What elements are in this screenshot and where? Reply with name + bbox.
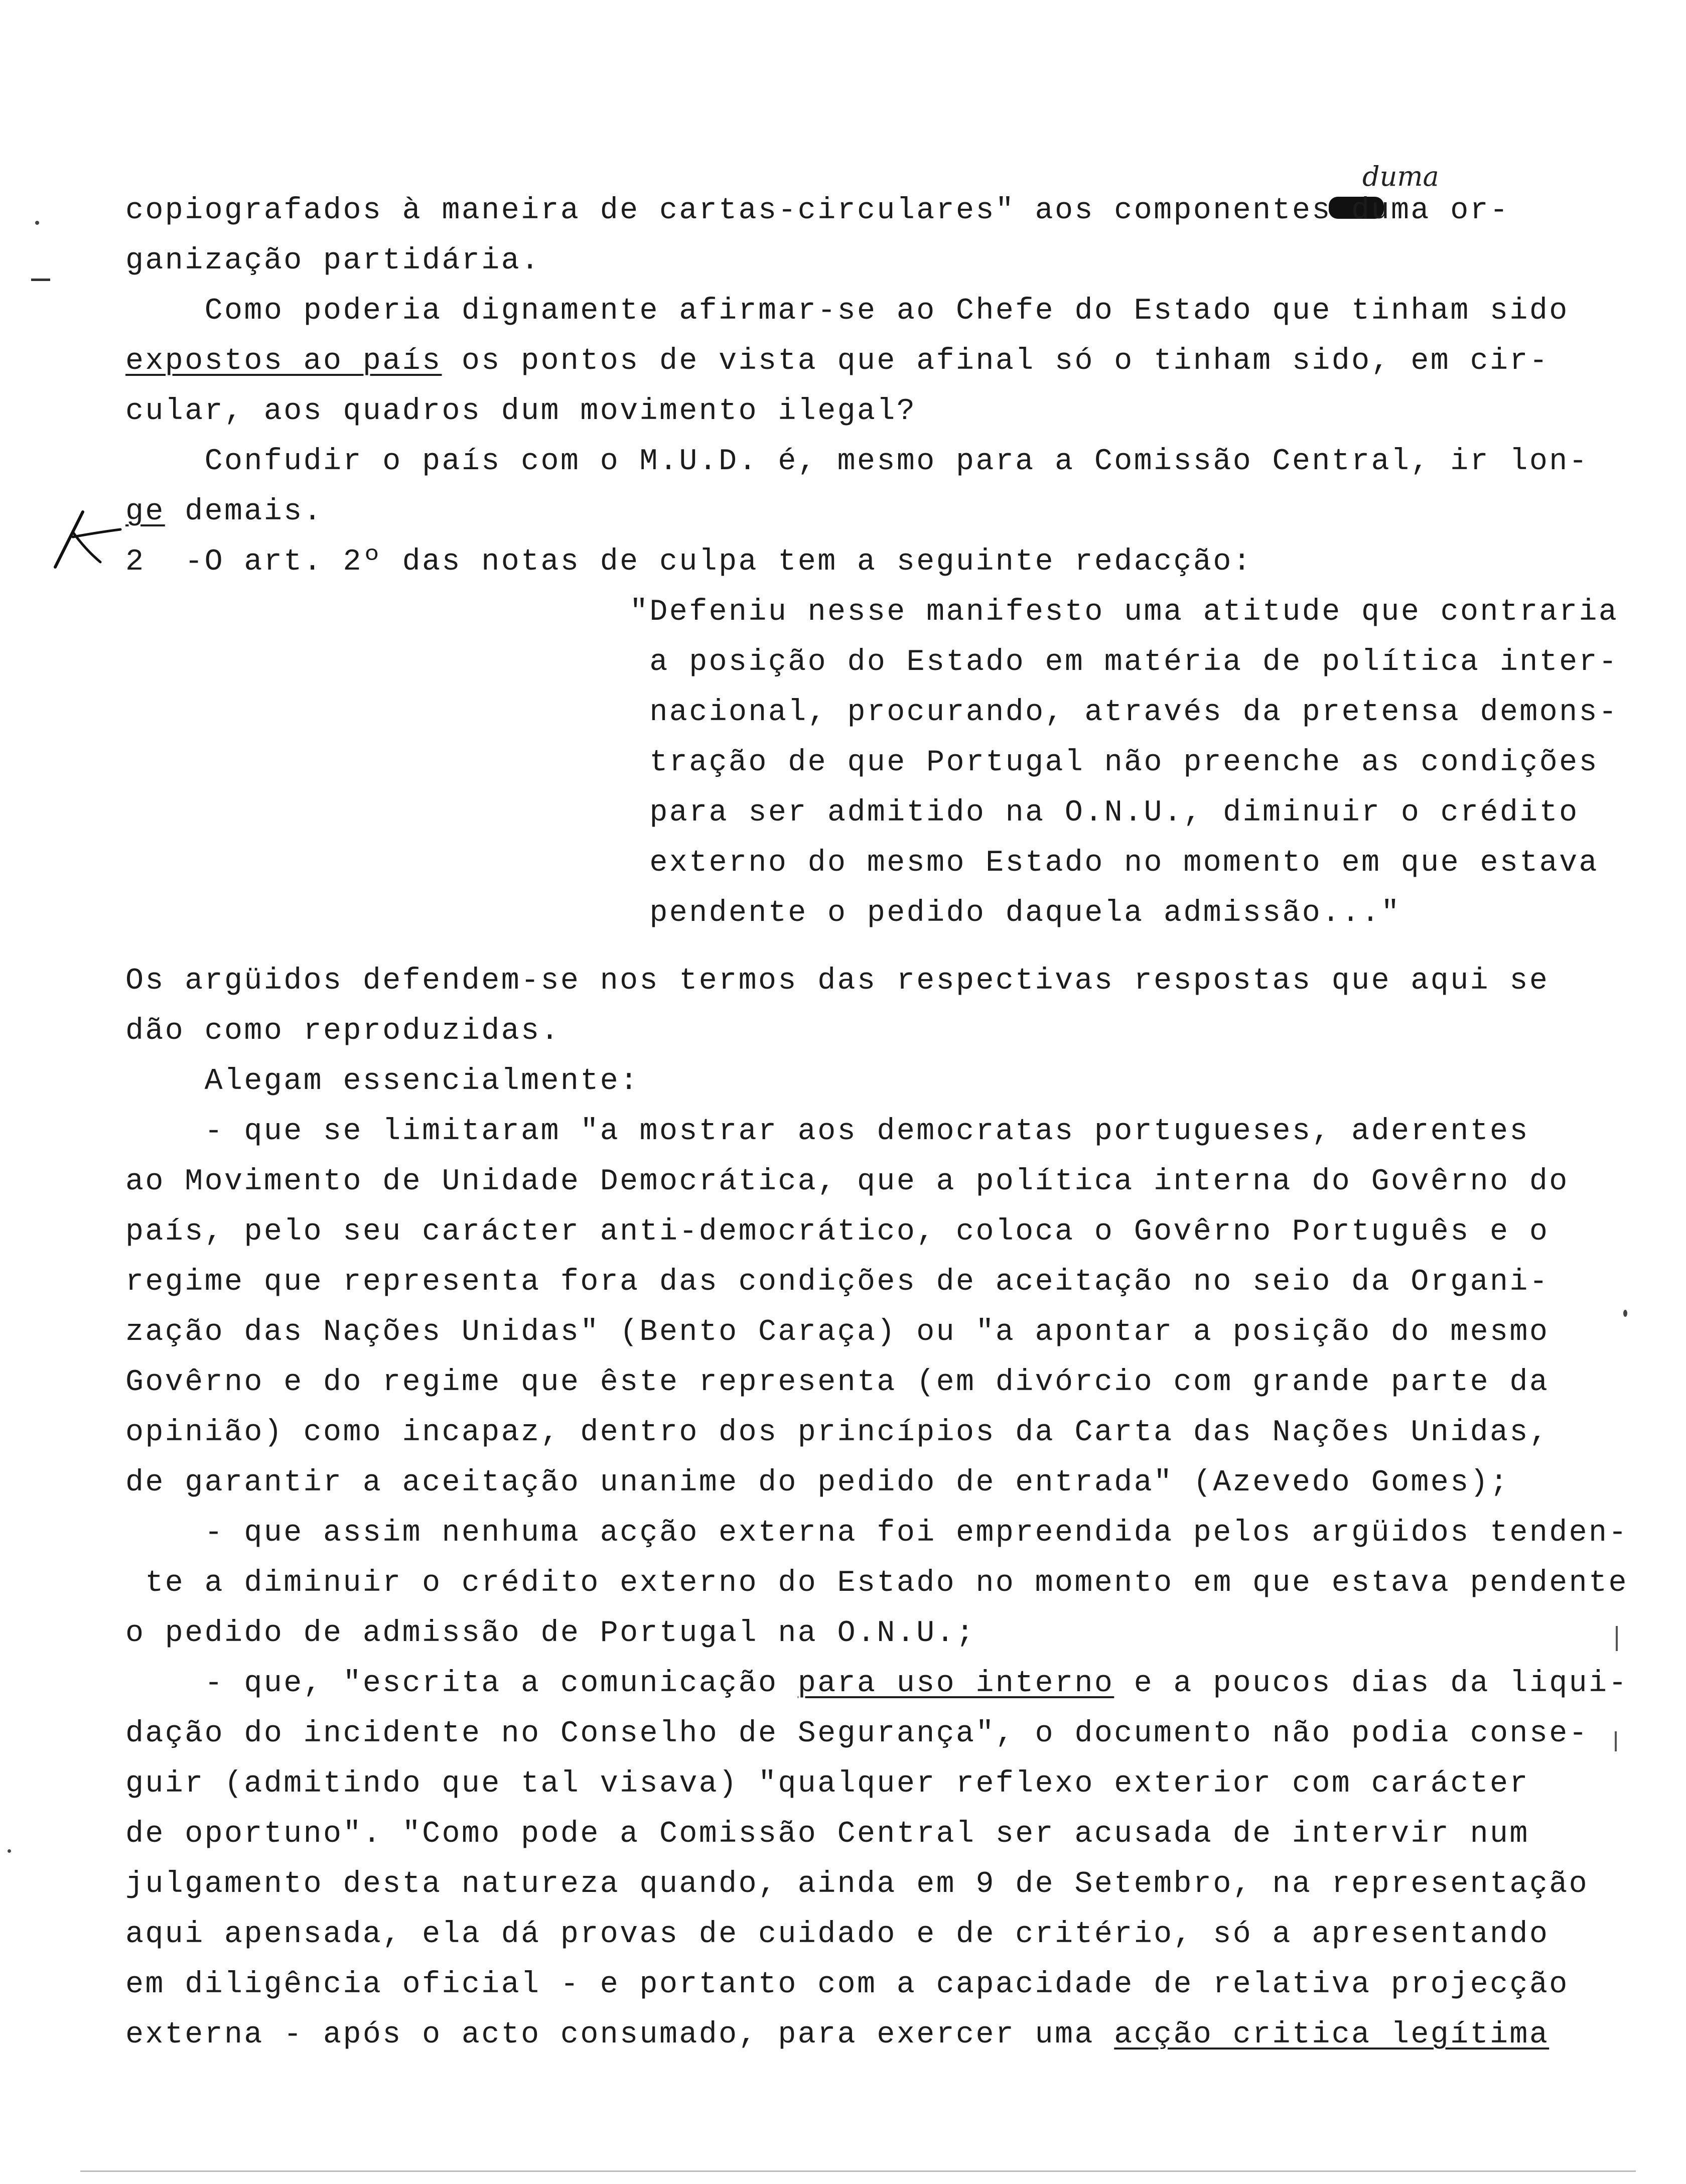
text-line: cular, aos quadros dum movimento ilegal?: [125, 394, 917, 429]
text-line: de oportuno". "Como pode a Comissão Central ser acusada de intervir num: [125, 1817, 1529, 1851]
text-line: o pedido de admissão de Portugal na O.N.U.;: [125, 1616, 976, 1651]
text-line: externa - após o acto consumado, para exercer uma acção critica legítima: [125, 2018, 1550, 2052]
quote-line: nacional, procurando, através da pretensa demons-: [630, 696, 1619, 730]
margin-dash: [31, 279, 50, 281]
text-line: de garantir a aceitação unanime do pedido de entrada" (Azevedo Gomes);: [125, 1466, 1510, 1500]
text-line: Os argüidos defendem-se nos termos das respectivas respostas que aqui se: [125, 964, 1550, 998]
text-line: aqui apensada, ela dá provas de cuidado e de critério, só a apresentando: [125, 1918, 1550, 1952]
quote-line: para ser admitido na O.N.U., diminuir o crédito: [630, 796, 1579, 830]
handwritten-insertion: duma: [1362, 161, 1439, 192]
text-line: - que se limitaram "a mostrar aos democratas portugueses, aderentes: [125, 1115, 1529, 1149]
text-line: regime que representa fora das condições de aceitação no seio da Organi-: [125, 1265, 1550, 1299]
quote-line: externo do mesmo Estado no momento em que estava: [630, 846, 1599, 880]
scan-speck: [1623, 1310, 1627, 1317]
quote-line: pendente o pedido daquela admissão...": [630, 896, 1401, 930]
margin-tick: [1616, 1626, 1618, 1651]
text-line: Como poderia dignamente afirmar-se ao Chefe do Estado que tinham sido: [125, 294, 1569, 328]
text-line: em diligência oficial - e portanto com a capacidade de relativa projecção: [125, 1968, 1569, 2002]
text-line: 2 -O art. 2º das notas de culpa tem a seguinte redacção:: [125, 545, 1253, 579]
text-line: Govêrno e do regime que êste representa (em divórcio com grande parte da: [125, 1366, 1550, 1400]
quote-line: "Defeniu nesse manifesto uma atitude que contraria: [630, 595, 1619, 629]
text-line: julgamento desta natureza quando, ainda em 9 de Setembro, na representação: [125, 1867, 1589, 1901]
text-line: dação do incidente no Conselho de Segurança", o documento não podia conse-: [125, 1717, 1589, 1751]
text-line: guir (admitindo que tal visava) "qualquer reflexo exterior com carácter: [125, 1767, 1529, 1801]
text-line: - que assim nenhuma acção externa foi empreendida pelos argüidos tenden-: [125, 1516, 1628, 1550]
text-line: te a diminuir o crédito externo do Estado no momento em que estava pendente: [125, 1566, 1628, 1600]
text-line: Alegam essencialmente:: [125, 1064, 640, 1099]
text-line: expostos ao país os pontos de vista que afinal só o tinham sido, em cir-: [125, 344, 1550, 378]
quote-line: tração de que Portugal não preenche as condições: [630, 746, 1599, 780]
text-line: ge demais.: [125, 495, 324, 529]
text-line: zação das Nações Unidas" (Bento Caraça) ou "a apontar a posição do mesmo: [125, 1315, 1550, 1349]
scan-speck: [8, 1849, 11, 1853]
margin-tick: [1615, 1731, 1617, 1751]
underlined-phrase: acção critica legítima: [1114, 2018, 1550, 2052]
margin-check-mark: [45, 502, 125, 577]
underlined-word: ge: [125, 495, 165, 529]
scan-speck: [35, 221, 39, 225]
text-line: - que, "escrita a comunicação para uso interno e a poucos dias da liqui-: [125, 1667, 1628, 1701]
text-line: ao Movimento de Unidade Democrática, que a política interna do Govêrno do: [125, 1165, 1569, 1199]
text-line: dão como reproduzidas.: [125, 1014, 560, 1048]
scan-edge-line: [80, 2170, 1636, 2172]
text-line: país, pelo seu carácter anti-democrático, coloca o Govêrno Português e o: [125, 1215, 1550, 1249]
text-line: Confudir o país com o M.U.D. é, mesmo para a Comissão Central, ir lon-: [125, 445, 1589, 479]
text-line: ganização partidária.: [125, 244, 541, 278]
text-line: opinião) como incapaz, dentro dos princípios da Carta das Nações Unidas,: [125, 1416, 1550, 1450]
text-line: copiografados à maneira de cartas-circulares" aos componentes duma or-: [125, 194, 1510, 228]
underlined-phrase: para uso interno: [797, 1667, 1114, 1701]
underlined-phrase: expostos ao país: [125, 344, 442, 378]
quote-line: a posição do Estado em matéria de política inter-: [630, 645, 1619, 679]
